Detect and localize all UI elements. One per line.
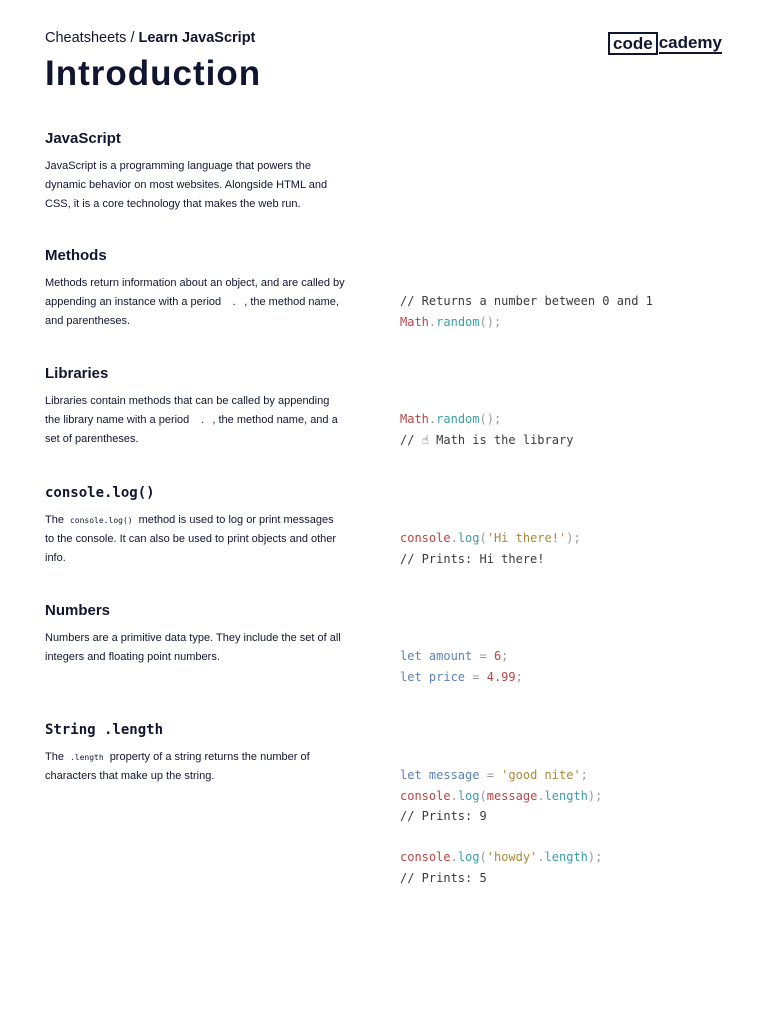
code-comment: // Prints: Hi there! bbox=[400, 551, 545, 566]
code-variable: price bbox=[421, 669, 473, 684]
code-comment: // Prints: 5 bbox=[400, 870, 487, 885]
code-dot: . bbox=[428, 314, 437, 329]
code-keyword: let bbox=[400, 649, 422, 663]
code-comment-prefix: // bbox=[400, 432, 422, 447]
code-parens: (); bbox=[479, 314, 502, 329]
code-keyword: let bbox=[400, 768, 422, 782]
code-dot: . bbox=[450, 531, 458, 545]
logo-code: code bbox=[608, 32, 658, 55]
code-block-console-log bbox=[400, 528, 581, 569]
code-dot: . bbox=[450, 788, 458, 803]
methods-period: . bbox=[232, 296, 236, 308]
code-number: 6 bbox=[493, 649, 502, 663]
code-object: Math bbox=[400, 314, 429, 329]
code-method: random bbox=[436, 412, 480, 426]
code-object: console bbox=[400, 850, 451, 864]
code-comment: // Returns a number between 0 and 1 bbox=[400, 294, 653, 308]
code-number: 4.99 bbox=[486, 669, 516, 684]
code-variable: message bbox=[421, 768, 487, 782]
string-length-text-part-2: property of a string returns the number of characters that make up the string. bbox=[45, 751, 310, 782]
code-string: 'Hi there!' bbox=[486, 531, 567, 545]
methods-text-part-2: , the method name, and parentheses. bbox=[45, 296, 339, 327]
code-method: log bbox=[457, 531, 480, 545]
breadcrumb bbox=[45, 29, 255, 47]
code-dot: . bbox=[450, 850, 458, 864]
code-comment: Math is the library bbox=[428, 432, 574, 447]
code-dot: . bbox=[428, 412, 437, 426]
section-text-libraries bbox=[45, 392, 345, 449]
section-title-methods: Methods bbox=[45, 247, 107, 264]
code-operator: = bbox=[486, 768, 502, 782]
section-text-javascript: JavaScript is a programming language that powers the dynamic behavior on most websites. Alongside HTML and CSS, it is a core technology that makes the web run. bbox=[45, 160, 328, 210]
code-paren-open: ( bbox=[479, 788, 487, 803]
inline-code-length: .length bbox=[69, 753, 104, 762]
code-paren-open: ( bbox=[479, 850, 487, 864]
code-string: 'howdy' bbox=[486, 850, 538, 864]
code-block-string-length bbox=[400, 765, 602, 888]
code-paren-close: ); bbox=[587, 788, 603, 803]
libraries-text-part-2: , the method name, and a set of parentheses. bbox=[45, 414, 338, 445]
libraries-text-part-1: Libraries contain methods that can be called by appending the library name with a period bbox=[45, 395, 330, 426]
code-property: length bbox=[544, 850, 588, 864]
section-text-numbers: Numbers are a primitive data type. They include the set of all integers and floating point numbers. bbox=[45, 632, 341, 663]
code-paren-close: ); bbox=[566, 531, 581, 545]
inline-code-console-log: console.log() bbox=[69, 516, 133, 525]
section-title-javascript: JavaScript bbox=[45, 130, 121, 147]
pointing-finger-icon: ☝ bbox=[421, 432, 429, 447]
code-block-libraries bbox=[400, 409, 573, 450]
code-operator: = bbox=[479, 649, 494, 663]
code-dot: . bbox=[537, 850, 545, 864]
code-object: console bbox=[400, 788, 451, 803]
section-text-methods bbox=[45, 274, 345, 331]
console-log-text-part-2: method is used to log or print messages to the console. It can also be used to print objects and other info. bbox=[45, 514, 337, 564]
code-semicolon: ; bbox=[501, 649, 509, 663]
codecademy-logo[interactable] bbox=[608, 32, 722, 55]
code-dot: . bbox=[537, 788, 545, 803]
code-object: Math bbox=[400, 412, 429, 426]
console-log-text-part-1: The bbox=[45, 514, 64, 526]
section-title-libraries: Libraries bbox=[45, 365, 109, 382]
section-title-console-log: console.log() bbox=[45, 485, 155, 501]
methods-text-part-1: Methods return information about an object, and are called by appending an instance with a period bbox=[45, 277, 345, 308]
code-method: log bbox=[457, 788, 480, 803]
section-title-string-length: String .length bbox=[45, 722, 164, 738]
page-title: Introduction bbox=[45, 54, 262, 93]
code-object: console bbox=[400, 531, 451, 545]
string-length-text-part-1: The bbox=[45, 751, 64, 763]
breadcrumb-current: Learn JavaScript bbox=[138, 30, 256, 46]
code-variable: amount bbox=[421, 649, 480, 663]
breadcrumb-link-cheatsheets[interactable]: Cheatsheets bbox=[45, 30, 127, 46]
code-block-numbers bbox=[400, 646, 523, 687]
code-semicolon: ; bbox=[580, 768, 588, 782]
code-argument: message bbox=[486, 788, 538, 803]
breadcrumb-separator: / bbox=[130, 30, 135, 46]
code-property: length bbox=[544, 788, 588, 803]
code-semicolon: ; bbox=[515, 669, 523, 684]
code-method: log bbox=[457, 850, 480, 864]
code-comment: // Prints: 9 bbox=[400, 809, 487, 823]
code-operator: = bbox=[472, 669, 487, 684]
code-block-methods bbox=[400, 291, 653, 332]
code-paren-open: ( bbox=[479, 531, 487, 545]
code-method: random bbox=[436, 314, 480, 329]
logo-cademy: cademy bbox=[658, 33, 723, 52]
section-text-console-log bbox=[45, 511, 345, 568]
libraries-period: . bbox=[200, 414, 204, 426]
code-paren-close: ); bbox=[587, 850, 603, 864]
section-text-string-length bbox=[45, 748, 345, 786]
section-title-numbers: Numbers bbox=[45, 602, 111, 619]
code-parens: (); bbox=[479, 412, 502, 426]
code-string: 'good nite' bbox=[501, 768, 581, 782]
code-keyword: let bbox=[400, 669, 422, 684]
